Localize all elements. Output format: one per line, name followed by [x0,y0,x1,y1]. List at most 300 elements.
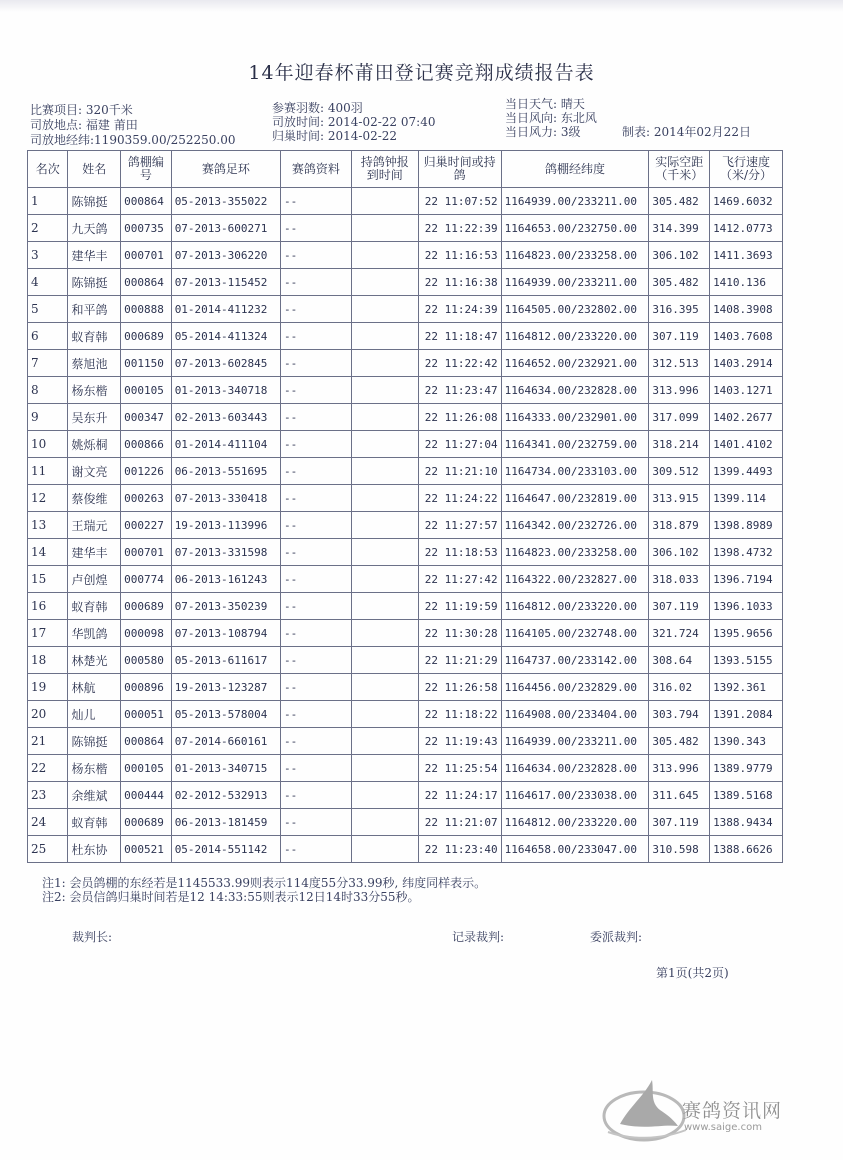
cell-coords: 1164653.00/232750.00 [501,215,649,242]
table-row [28,755,783,782]
table-row [28,296,783,323]
cell-ring: 07-2013-350239 [171,593,280,620]
cell-name: 蚁育韩 [68,323,121,350]
cell-info: -- [280,323,351,350]
cell-distance: 313.915 [649,485,710,512]
cell-loft: 000263 [121,485,172,512]
table-row [28,350,783,377]
cell-ring: 02-2013-603443 [171,404,280,431]
cell-coords: 1164812.00/233220.00 [501,809,649,836]
cell-speed: 1395.9656 [710,620,783,647]
cell-rank: 22 [28,755,68,782]
cell-speed: 1412.0773 [710,215,783,242]
note-1: 注1: 会员鸽棚的东经若是1145533.99则表示114度55分33.99秒, 纬度同样表示。 [42,876,487,890]
cell-info: -- [280,269,351,296]
cell-rank: 19 [28,674,68,701]
cell-arrival: 22 11:18:47 [418,323,501,350]
cell-info: -- [280,647,351,674]
cell-ring: 07-2013-108794 [171,620,280,647]
cell-distance: 309.512 [649,458,710,485]
cell-ring: 01-2014-411232 [171,296,280,323]
cell-loft: 000864 [121,188,172,215]
cell-ring: 05-2014-411324 [171,323,280,350]
cell-name: 吴东升 [68,404,121,431]
header-arrival: 归巢时间或持鸽 [418,151,501,188]
cell-arrival: 22 11:22:39 [418,215,501,242]
cell-ring: 02-2012-532913 [171,782,280,809]
cell-distance: 307.119 [649,593,710,620]
table-row [28,701,783,728]
cell-name: 陈锦挺 [68,269,121,296]
cell-clock [351,188,418,215]
cell-loft: 000105 [121,755,172,782]
table-row [28,674,783,701]
cell-distance: 312.513 [649,350,710,377]
cell-ring: 06-2013-181459 [171,809,280,836]
cell-rank: 9 [28,404,68,431]
cell-ring: 07-2014-660161 [171,728,280,755]
cell-coords: 1164456.00/232829.00 [501,674,649,701]
cell-info: -- [280,350,351,377]
cell-loft: 000444 [121,782,172,809]
header-info: 赛鸽资料 [280,151,351,188]
cell-clock [351,458,418,485]
cell-arrival: 22 11:21:10 [418,458,501,485]
cell-arrival: 22 11:16:38 [418,269,501,296]
cell-clock [351,755,418,782]
cell-coords: 1164939.00/233211.00 [501,269,649,296]
meta-release-time-label: 司放时间: [272,115,325,129]
cell-loft: 000521 [121,836,172,863]
cell-distance: 318.033 [649,566,710,593]
cell-arrival: 22 11:24:22 [418,485,501,512]
note-2: 注2: 会员信鸽归巢时间若是12 14:33:55则表示12日14时33分55秒。 [42,890,420,904]
cell-speed: 1398.8989 [710,512,783,539]
cell-speed: 1389.9779 [710,755,783,782]
cell-clock [351,377,418,404]
cell-loft: 000051 [121,701,172,728]
page-indicator: 第1页(共2页) [656,966,729,980]
cell-info: -- [280,782,351,809]
cell-clock [351,647,418,674]
cell-clock [351,215,418,242]
cell-rank: 16 [28,593,68,620]
cell-speed: 1392.361 [710,674,783,701]
cell-name: 蔡俊维 [68,485,121,512]
meta-event-value: 320千米 [85,103,133,117]
table-row [28,593,783,620]
meta-release-coords-value: 1190359.00/252250.00 [94,133,236,147]
meta-wind-force-value: 3级 [560,125,581,139]
cell-name: 华凯鸽 [68,620,121,647]
cell-info: -- [280,377,351,404]
meta-wind-force-label: 当日风力: [505,125,558,139]
cell-speed: 1469.6032 [710,188,783,215]
cell-name: 姚烁桐 [68,431,121,458]
cell-arrival: 22 11:19:43 [418,728,501,755]
cell-distance: 310.598 [649,836,710,863]
cell-coords: 1164823.00/233258.00 [501,539,649,566]
cell-arrival: 22 11:22:42 [418,350,501,377]
table-row [28,323,783,350]
cell-rank: 20 [28,701,68,728]
cell-loft: 000580 [121,647,172,674]
meta-release-time [272,116,435,129]
meta-made-label: 制表: [622,125,651,139]
cell-coords: 1164634.00/232828.00 [501,755,649,782]
cell-speed: 1403.1271 [710,377,783,404]
table-row [28,566,783,593]
cell-rank: 13 [28,512,68,539]
cell-name: 蔡旭池 [68,350,121,377]
cell-speed: 1403.2914 [710,350,783,377]
meta-weather-value: 晴天 [560,97,585,111]
cell-rank: 3 [28,242,68,269]
cell-coords: 1164322.00/232827.00 [501,566,649,593]
cell-ring: 05-2014-551142 [171,836,280,863]
cell-clock [351,566,418,593]
meta-event-label: 比赛项目: [30,103,83,117]
cell-rank: 12 [28,485,68,512]
cell-info: -- [280,728,351,755]
cell-ring: 07-2013-602845 [171,350,280,377]
cell-clock [351,485,418,512]
cell-distance: 303.794 [649,701,710,728]
meta-return-time [272,130,397,143]
cell-ring: 07-2013-600271 [171,215,280,242]
cell-clock [351,809,418,836]
meta-wind-direction-value: 东北风 [560,111,597,125]
meta-wind-direction [505,112,597,125]
cell-clock [351,674,418,701]
cell-info: -- [280,485,351,512]
cell-arrival: 22 11:23:40 [418,836,501,863]
cell-name: 蚁育韩 [68,809,121,836]
cell-loft: 000098 [121,620,172,647]
cell-name: 蚁育韩 [68,593,121,620]
table-row [28,836,783,863]
watermark-logo [600,1066,830,1146]
cell-arrival: 22 11:26:58 [418,674,501,701]
cell-ring: 01-2014-411104 [171,431,280,458]
header-name: 姓名 [68,151,121,188]
cell-coords: 1164658.00/233047.00 [501,836,649,863]
cell-name: 林楚光 [68,647,121,674]
cell-speed: 1396.7194 [710,566,783,593]
cell-distance: 316.02 [649,674,710,701]
cell-name: 陈锦挺 [68,188,121,215]
cell-coords: 1164342.00/232726.00 [501,512,649,539]
cell-info: -- [280,701,351,728]
cell-coords: 1164812.00/233220.00 [501,323,649,350]
cell-loft: 000701 [121,242,172,269]
cell-clock [351,620,418,647]
cell-coords: 1164617.00/233038.00 [501,782,649,809]
cell-speed: 1399.4493 [710,458,783,485]
cell-info: -- [280,404,351,431]
cell-speed: 1399.114 [710,485,783,512]
cell-rank: 23 [28,782,68,809]
cell-clock [351,593,418,620]
cell-info: -- [280,512,351,539]
cell-clock [351,728,418,755]
header-distance: 实际空距（千米） [649,151,710,188]
cell-speed: 1403.7608 [710,323,783,350]
cell-rank: 15 [28,566,68,593]
meta-entries [272,102,363,115]
cell-loft: 000689 [121,593,172,620]
cell-arrival: 22 11:07:52 [418,188,501,215]
cell-distance: 317.099 [649,404,710,431]
cell-speed: 1402.2677 [710,404,783,431]
cell-distance: 305.482 [649,188,710,215]
cell-arrival: 22 11:24:17 [418,782,501,809]
cell-coords: 1164634.00/232828.00 [501,377,649,404]
cell-loft: 000864 [121,269,172,296]
cell-distance: 308.64 [649,647,710,674]
cell-arrival: 22 11:27:42 [418,566,501,593]
cell-rank: 10 [28,431,68,458]
cell-name: 建华丰 [68,539,121,566]
cell-coords: 1164812.00/233220.00 [501,593,649,620]
scan-edge [0,0,843,12]
cell-distance: 305.482 [649,728,710,755]
table-row [28,782,783,809]
cell-loft: 001226 [121,458,172,485]
cell-clock [351,269,418,296]
cell-arrival: 22 11:26:08 [418,404,501,431]
cell-info: -- [280,296,351,323]
cell-coords: 1164647.00/232819.00 [501,485,649,512]
table-row [28,242,783,269]
notes [42,876,486,904]
cell-rank: 25 [28,836,68,863]
cell-loft: 000774 [121,566,172,593]
cell-name: 谢文亮 [68,458,121,485]
cell-loft: 000866 [121,431,172,458]
cell-info: -- [280,593,351,620]
table-row [28,404,783,431]
header-ring: 赛鸽足环 [171,151,280,188]
cell-coords: 1164823.00/233258.00 [501,242,649,269]
meta-release-time-value: 2014-02-22 07:40 [327,115,436,129]
cell-rank: 7 [28,350,68,377]
cell-coords: 1164734.00/233103.00 [501,458,649,485]
cell-distance: 305.482 [649,269,710,296]
cell-ring: 01-2013-340718 [171,377,280,404]
cell-name: 林航 [68,674,121,701]
cell-ring: 07-2013-331598 [171,539,280,566]
cell-loft: 000105 [121,377,172,404]
meta-event [30,104,133,117]
cell-coords: 1164939.00/233211.00 [501,728,649,755]
cell-name: 陈锦挺 [68,728,121,755]
meta-made-value: 2014年02月22日 [653,125,751,139]
cell-speed: 1389.5168 [710,782,783,809]
cell-name: 和平鸽 [68,296,121,323]
cell-ring: 07-2013-115452 [171,269,280,296]
cell-arrival: 22 11:21:29 [418,647,501,674]
cell-info: -- [280,755,351,782]
cell-coords: 1164908.00/233404.00 [501,701,649,728]
cell-ring: 19-2013-123287 [171,674,280,701]
cell-speed: 1388.6626 [710,836,783,863]
header-coords: 鸽棚经纬度 [501,151,649,188]
cell-coords: 1164505.00/232802.00 [501,296,649,323]
cell-ring: 01-2013-340715 [171,755,280,782]
cell-coords: 1164939.00/233211.00 [501,188,649,215]
cell-info: -- [280,242,351,269]
cell-speed: 1390.343 [710,728,783,755]
cell-info: -- [280,620,351,647]
cell-rank: 8 [28,377,68,404]
cell-loft: 000701 [121,539,172,566]
watermark-url: www.saige.com [684,1122,762,1133]
cell-distance: 314.399 [649,215,710,242]
cell-arrival: 22 11:19:59 [418,593,501,620]
cell-arrival: 22 11:18:53 [418,539,501,566]
cell-info: -- [280,215,351,242]
cell-name: 九天鸽 [68,215,121,242]
cell-distance: 318.879 [649,512,710,539]
cell-speed: 1410.136 [710,269,783,296]
table-row [28,431,783,458]
cell-rank: 5 [28,296,68,323]
cell-clock [351,296,418,323]
cell-distance: 306.102 [649,242,710,269]
cell-name: 杨东楷 [68,755,121,782]
table-row [28,458,783,485]
results-body [28,188,783,863]
cell-info: -- [280,674,351,701]
cell-arrival: 22 11:23:47 [418,377,501,404]
pigeon-logo-icon [600,1066,690,1146]
table-row [28,539,783,566]
cell-distance: 307.119 [649,809,710,836]
table-header-row [28,151,783,188]
meta-made-date [622,126,751,139]
cell-clock [351,539,418,566]
header-speed: 飞行速度（米/分） [710,151,783,188]
cell-arrival: 22 11:27:57 [418,512,501,539]
cell-loft: 000896 [121,674,172,701]
cell-rank: 24 [28,809,68,836]
header-loft: 鸽棚编号 [121,151,172,188]
cell-speed: 1391.2084 [710,701,783,728]
meta-wind-force [505,126,581,139]
cell-clock [351,836,418,863]
cell-rank: 18 [28,647,68,674]
cell-arrival: 22 11:27:04 [418,431,501,458]
cell-loft: 000888 [121,296,172,323]
cell-loft: 000735 [121,215,172,242]
cell-speed: 1393.5155 [710,647,783,674]
cell-clock [351,350,418,377]
table-row [28,269,783,296]
cell-clock [351,242,418,269]
report-title: 14年迎春杯莆田登记赛竞翔成绩报告表 [248,62,595,84]
cell-arrival: 22 11:24:39 [418,296,501,323]
table-row [28,512,783,539]
cell-loft: 000689 [121,323,172,350]
cell-distance: 321.724 [649,620,710,647]
cell-distance: 311.645 [649,782,710,809]
cell-info: -- [280,458,351,485]
cell-ring: 19-2013-113996 [171,512,280,539]
cell-info: -- [280,539,351,566]
cell-info: -- [280,809,351,836]
meta-weather [505,98,585,111]
table-row [28,647,783,674]
table-row [28,809,783,836]
cell-clock [351,782,418,809]
cell-clock [351,404,418,431]
cell-coords: 1164737.00/233142.00 [501,647,649,674]
meta-wind-direction-label: 当日风向: [505,111,558,125]
meta-release-place-value: 福建 莆田 [85,118,138,132]
meta-return-time-label: 归巢时间: [272,129,325,143]
cell-coords: 1164341.00/232759.00 [501,431,649,458]
cell-rank: 21 [28,728,68,755]
cell-distance: 313.996 [649,755,710,782]
meta-entries-label: 参赛羽数: [272,101,325,115]
cell-loft: 001150 [121,350,172,377]
cell-info: -- [280,188,351,215]
cell-rank: 2 [28,215,68,242]
cell-speed: 1411.3693 [710,242,783,269]
cell-distance: 316.395 [649,296,710,323]
cell-arrival: 22 11:18:22 [418,701,501,728]
cell-name: 杨东楷 [68,377,121,404]
cell-info: -- [280,836,351,863]
cell-coords: 1164333.00/232901.00 [501,404,649,431]
cell-name: 余维斌 [68,782,121,809]
meta-release-place-label: 司放地点: [30,118,83,132]
cell-distance: 307.119 [649,323,710,350]
cell-ring: 05-2013-355022 [171,188,280,215]
cell-speed: 1408.3908 [710,296,783,323]
meta-release-coords [30,134,236,147]
table-row [28,377,783,404]
cell-speed: 1396.1033 [710,593,783,620]
cell-coords: 1164652.00/232921.00 [501,350,649,377]
table-row [28,620,783,647]
cell-loft: 000227 [121,512,172,539]
cell-ring: 06-2013-551695 [171,458,280,485]
meta-weather-label: 当日天气: [505,97,558,111]
cell-rank: 17 [28,620,68,647]
cell-clock [351,431,418,458]
table-row [28,485,783,512]
cell-rank: 4 [28,269,68,296]
cell-speed: 1398.4732 [710,539,783,566]
cell-rank: 11 [28,458,68,485]
table-row [28,728,783,755]
cell-speed: 1388.9434 [710,809,783,836]
cell-distance: 313.996 [649,377,710,404]
cell-name: 灿儿 [68,701,121,728]
cell-info: -- [280,566,351,593]
cell-rank: 6 [28,323,68,350]
cell-name: 建华丰 [68,242,121,269]
signature-recorder: 记录裁判: [452,930,505,944]
cell-info: -- [280,431,351,458]
meta-release-place [30,119,138,132]
cell-speed: 1401.4102 [710,431,783,458]
cell-arrival: 22 11:25:54 [418,755,501,782]
cell-distance: 306.102 [649,539,710,566]
cell-ring: 06-2013-161243 [171,566,280,593]
